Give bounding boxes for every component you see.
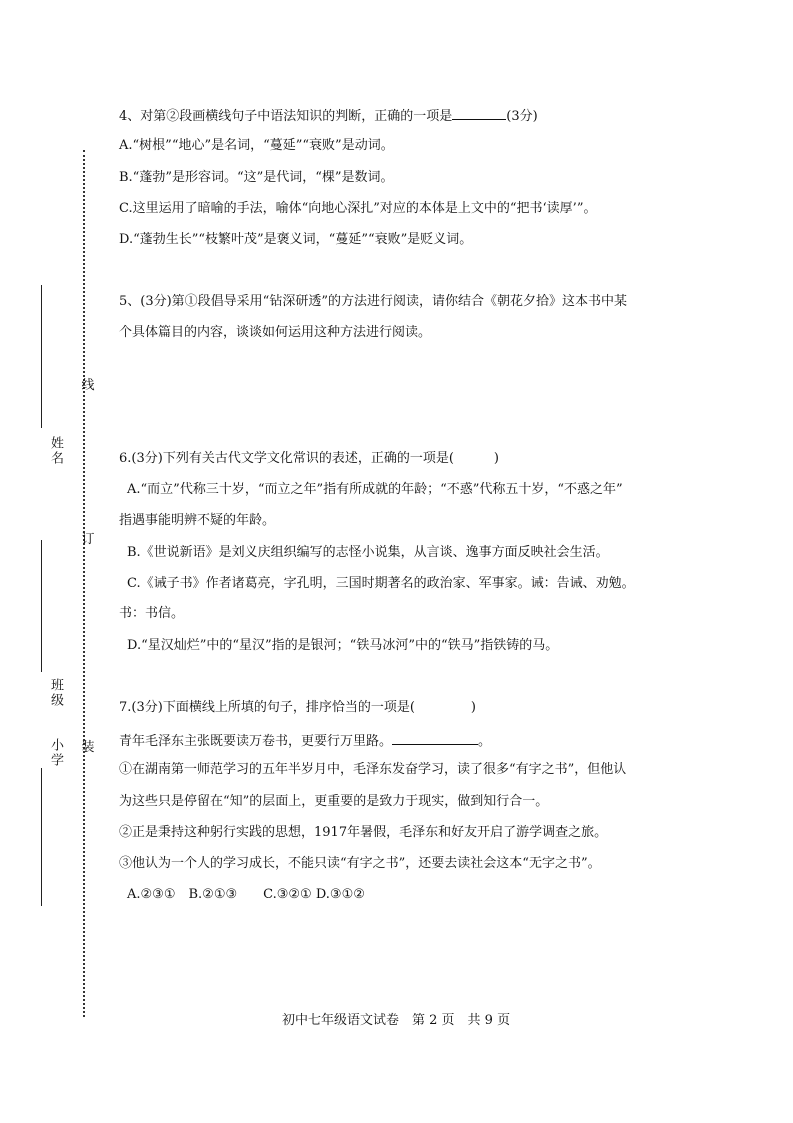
q6-option-a-line-2: 指遇事能明辨不疑的年龄。 bbox=[119, 513, 276, 528]
q4-answer-blank[interactable] bbox=[452, 106, 506, 120]
q7-sentence-1-line-1: ①在湖南第一师范学习的五年半岁月中，毛泽东发奋学习，读了很多“有字之书”，但他认 bbox=[119, 762, 627, 777]
seal-char-line: 线 bbox=[81, 378, 95, 393]
page-footer: 初中七年级语文试卷 第 2 页 共 9 页 bbox=[282, 1013, 511, 1028]
q6-option-c-line-2: 书：书信。 bbox=[119, 606, 185, 621]
name-underline bbox=[41, 285, 42, 428]
q6-stem: 6.(3分)下列有关古代文学文化常识的表述，正确的一项是( ) bbox=[119, 451, 499, 466]
q6-option-b: B.《世说新语》是刘义庆组织编写的志怪小说集，从言谈、逸事方面反映社会生活。 bbox=[127, 545, 609, 560]
binding-dotted-line bbox=[83, 150, 85, 1017]
q4-option-b: B.“蓬勃”是形容词。“这”是代词，“棵”是数词。 bbox=[119, 170, 394, 185]
q7-sentence-2: ②正是秉持这种躬行实践的思想，1917年暑假，毛泽东和好友开启了游学调查之旅。 bbox=[119, 825, 608, 840]
q7-sentence-3: ③他认为一个人的学习成长，不能只读“有字之书”，还要去读社会这本“无字之书”。 bbox=[119, 856, 601, 871]
q6-option-c-line-1: C.《诫子书》作者诸葛亮，字孔明，三国时期著名的政治家、军事家。诫：告诫、劝勉。 bbox=[127, 576, 635, 591]
seal-char-pack: 装 bbox=[81, 740, 95, 755]
seal-char-bind: 订 bbox=[81, 532, 95, 547]
q7-context: 青年毛泽东主张既要读万卷书，更要行万里路。 。 bbox=[119, 731, 491, 750]
q6-option-d: D.“星汉灿烂”中的“星汉”指的是银河；“铁马冰河”中的“铁马”指铁铸的马。 bbox=[127, 638, 559, 653]
q5-stem-line-1: 5、(3分)第①段倡导采用“钻深研透”的方法进行阅读，请你结合《朝花夕拾》这本书中某 bbox=[119, 294, 627, 309]
q7-fill-blank[interactable] bbox=[392, 731, 478, 745]
q4-option-d: D.“蓬勃生长”“枝繁叶茂”是褒义词，“蔓延”“衰败”是贬义词。 bbox=[119, 232, 473, 247]
q4-option-a: A.“树根”“地心”是名词，“蔓延”“衰败”是动词。 bbox=[119, 138, 394, 153]
class-underline bbox=[41, 540, 42, 672]
q7-stem: 7.(3分)下面横线上所填的句子，排序恰当的一项是( ) bbox=[119, 700, 476, 715]
school-underline bbox=[41, 768, 42, 906]
q4-stem: 4、对第②段画横线句子中语法知识的判断，正确的一项是 (3分) bbox=[119, 106, 538, 125]
school-label: 小学 bbox=[48, 738, 63, 768]
q5-stem-line-2: 个具体篇目的内容，谈谈如何运用这种方法进行阅读。 bbox=[119, 325, 432, 340]
q7-sentence-1-line-2: 为这些只是停留在“知”的层面上，更重要的是致力于现实，做到知行合一。 bbox=[119, 794, 549, 809]
q4-option-c: C.这里运用了暗喻的手法，喻体“向地心深扎”对应的本体是上文中的“把书‘读厚’”。 bbox=[119, 201, 597, 216]
q6-option-a-line-1: A.“而立”代称三十岁，“而立之年”指有所成就的年龄；“不惑”代称五十岁，“不惑之年” bbox=[127, 482, 623, 497]
name-label-char-1: 姓名 bbox=[48, 436, 63, 466]
q7-answer-options: A.②③① B.②①③ C.③②① D.③①② bbox=[127, 887, 365, 902]
class-label: 班级 bbox=[48, 678, 63, 708]
